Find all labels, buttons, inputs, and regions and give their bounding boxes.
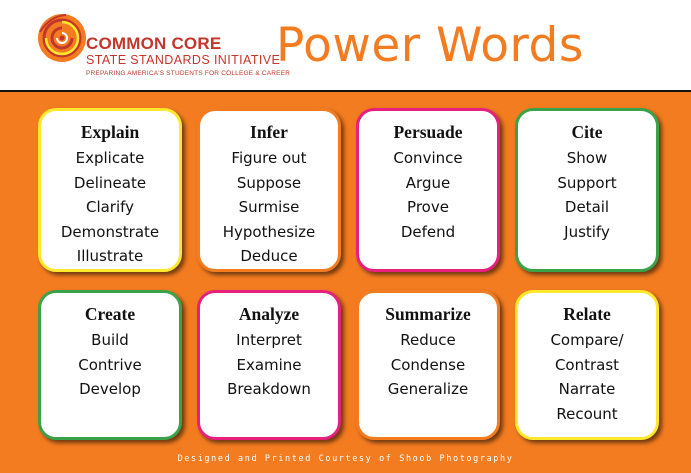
card-item: Reduce	[400, 331, 456, 349]
card-summarize	[356, 290, 500, 440]
card-item: Suppose	[236, 173, 302, 192]
card-item: Compare/	[550, 331, 624, 349]
card-analyze	[197, 290, 341, 440]
card-item: Detail	[564, 198, 610, 216]
card-item: Breakdown	[227, 380, 311, 398]
card-item: Hypothesize	[222, 222, 316, 241]
card-cite	[515, 108, 659, 272]
card-item: Demonstrate	[60, 222, 160, 241]
card-item: Figure out	[231, 149, 307, 167]
card-item: Show	[566, 149, 608, 167]
brand-tagline: PREPARING AMERICA'S STUDENTS FOR COLLEGE & CAREER	[86, 70, 291, 77]
card-item: Clarify	[85, 198, 135, 216]
card-title: Persuade	[393, 122, 463, 142]
card-item: Explicate	[75, 149, 145, 167]
header	[0, 0, 691, 88]
card-item: Justify	[564, 222, 610, 241]
card-title: Cite	[571, 122, 603, 142]
brand-subtitle: STATE STANDARDS INITIATIVE	[86, 53, 281, 67]
card-infer	[197, 108, 341, 272]
card-item: Delineate	[73, 173, 147, 192]
card-item: Support	[557, 173, 617, 192]
card-persuade	[356, 108, 500, 272]
card-item: Contrast	[554, 355, 620, 374]
card-title: Create	[84, 304, 136, 324]
card-item: Argue	[405, 173, 451, 192]
page-title: Power Words	[276, 18, 584, 73]
card-item: Generalize	[387, 380, 469, 398]
card-item: Prove	[407, 198, 449, 216]
card-item: Interpret	[236, 331, 302, 349]
card-title: Relate	[563, 304, 611, 324]
card-item: Contrive	[78, 355, 142, 374]
card-item: Deduce	[240, 247, 298, 265]
card-relate	[515, 290, 659, 440]
card-title: Explain	[80, 122, 140, 142]
card-explain	[38, 108, 182, 272]
card-item: Surmise	[238, 198, 300, 216]
card-create	[38, 290, 182, 440]
common-core-logo-icon	[36, 12, 88, 64]
card-item: Examine	[236, 355, 302, 374]
card-title: Infer	[250, 122, 288, 142]
footer-credit: Designed and Printed Courtesy of Shoob Photography	[177, 454, 514, 464]
card-item: Illustrate	[76, 247, 144, 265]
card-title: Analyze	[238, 304, 300, 324]
card-item: Condense	[390, 355, 466, 374]
card-item: Build	[91, 331, 129, 349]
card-item: Narrate	[558, 380, 616, 398]
card-item: Develop	[79, 380, 141, 398]
card-item: Recount	[556, 404, 618, 423]
card-item: Convince	[393, 149, 463, 167]
card-title: Summarize	[385, 304, 471, 324]
card-item: Defend	[400, 222, 456, 241]
brand-name: COMMON CORE	[86, 34, 222, 53]
